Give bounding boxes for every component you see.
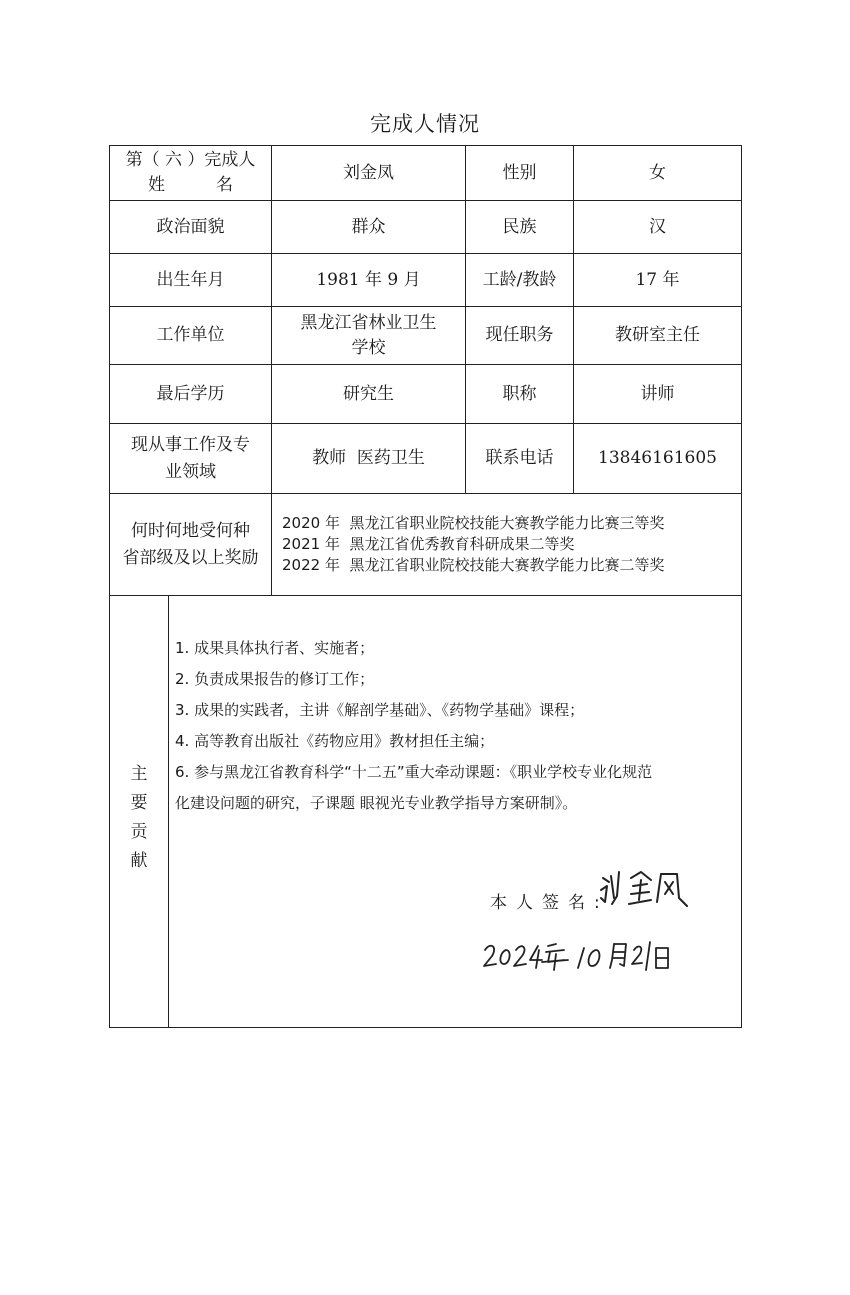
label-gender: 性别 — [502, 162, 537, 183]
label-field-line2: 业领域 — [165, 461, 216, 482]
contribution-item: 6. 参与黑龙江省教育科学“十二五”重大牵动课题：《职业学校专业化规范 — [175, 763, 653, 781]
label-birth-date: 出生年月 — [156, 269, 225, 290]
value-position: 教研室主任 — [615, 325, 700, 345]
label-name-cell — [110, 146, 271, 200]
value-birth-date: 1981 年 9 月 — [316, 269, 421, 290]
label-char: 主 — [130, 764, 148, 784]
award-item: 2021 年 黑龙江省优秀教育科研成果二等奖 — [282, 535, 575, 553]
value-title: 讲师 — [640, 383, 675, 404]
label-main-contribution — [128, 760, 150, 876]
value-years-of-service: 17 年 — [635, 269, 680, 290]
value-work-unit — [272, 307, 465, 364]
contribution-item: 2. 负责成果报告的修订工作； — [175, 670, 375, 688]
awards-list — [282, 513, 664, 576]
label-field-line1: 现从事工作及专 — [131, 434, 250, 455]
value-gender: 女 — [649, 162, 666, 183]
label-awards — [110, 494, 271, 595]
contribution-item: 化建设问题的研究，子课题 眼视光专业教学指导方案研制》。 — [175, 794, 578, 812]
label-political-status: 政治面貌 — [156, 216, 225, 237]
award-item: 2020 年 黑龙江省职业院校技能大赛教学能力比赛三等奖 — [282, 514, 665, 532]
contribution-item: 1. 成果具体执行者、实施者； — [175, 639, 375, 657]
value-field: 教师 医药卫生 — [312, 448, 425, 468]
value-name: 刘金凤 — [343, 162, 394, 183]
handwritten-signature — [597, 868, 692, 913]
label-education: 最后学历 — [156, 383, 225, 404]
label-awards-line2: 省部级及以上奖励 — [122, 547, 259, 568]
handwritten-date — [482, 938, 672, 978]
value-work-unit-line2: 学校 — [351, 337, 386, 358]
label-awards-line1: 何时何地受何种 — [131, 520, 250, 541]
value-work-unit-line1: 黑龙江省林业卫生 — [300, 312, 437, 333]
label-work-unit: 工作单位 — [156, 325, 225, 345]
label-char: 贡 — [130, 822, 148, 842]
label-char: 要 — [130, 793, 148, 813]
value-political-status: 群众 — [351, 216, 386, 237]
contribution-list — [175, 633, 737, 819]
contribution-item: 4. 高等教育出版社《药物应用》教材担任主编； — [175, 732, 495, 750]
row-divider — [109, 595, 742, 596]
signature-label: 本人签名: — [490, 893, 609, 913]
label-char: 献 — [130, 851, 148, 871]
value-education: 研究生 — [343, 383, 394, 404]
award-item: 2022 年 黑龙江省职业院校技能大赛教学能力比赛二等奖 — [282, 556, 665, 574]
label-field — [110, 424, 271, 493]
column-divider — [168, 595, 169, 1028]
label-phone: 联系电话 — [485, 448, 554, 468]
value-ethnicity: 汉 — [649, 216, 666, 237]
label-position: 现任职务 — [485, 325, 554, 345]
label-completer-rank: 第（ 六 ）完成人 — [125, 150, 256, 170]
value-phone: 13846161605 — [598, 448, 717, 468]
label-ethnicity: 民族 — [502, 216, 537, 237]
contribution-item: 3. 成果的实践者，主讲《解剖学基础》、《药物学基础》课程； — [175, 701, 585, 719]
label-title: 职称 — [502, 383, 537, 404]
label-name: 姓 名 — [148, 175, 233, 195]
label-years-of-service: 工龄/教龄 — [482, 269, 557, 290]
page-title: 完成人情况 — [370, 112, 480, 136]
